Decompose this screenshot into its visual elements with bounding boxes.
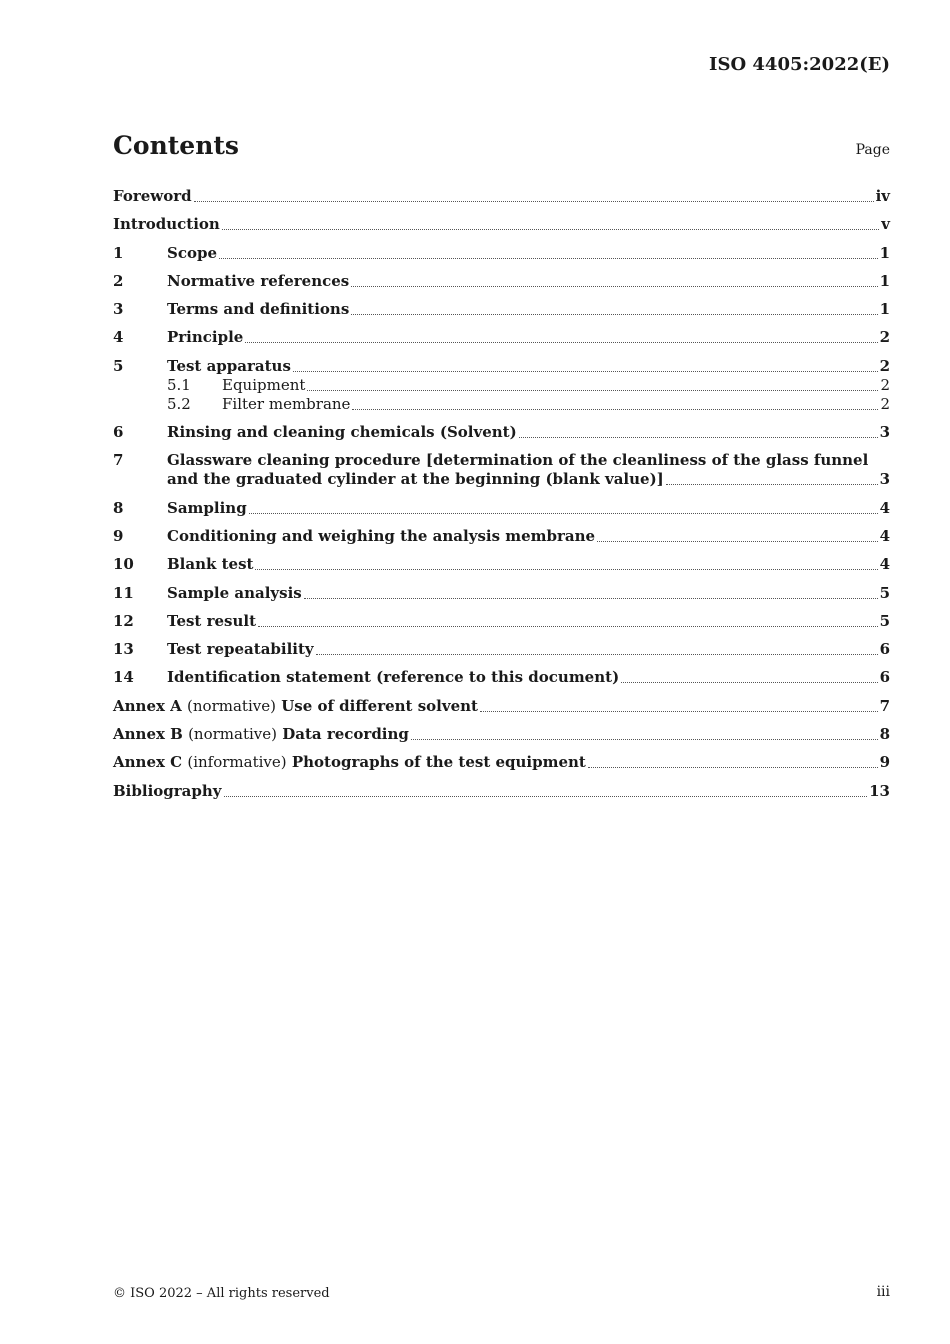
toc-entry-title: Identification statement (reference to this document) <box>167 668 620 687</box>
toc-entry-annex-b[interactable] <box>113 725 890 744</box>
dot-leader <box>258 626 878 627</box>
toc-page-number: 13 <box>869 781 890 800</box>
toc-entry-title: Scope <box>167 243 218 262</box>
clause-number: 14 <box>113 668 134 687</box>
toc-entry-title: Normative references <box>167 271 350 290</box>
page-number: iii <box>876 1284 890 1300</box>
annex-label: Annex B <box>113 725 183 744</box>
toc-entry-title: Sample analysis <box>167 583 302 602</box>
toc-entry-title: Equipment <box>222 375 306 394</box>
dot-leader <box>255 569 877 570</box>
annex-label: Annex A <box>113 696 182 715</box>
annex-type: (informative) <box>187 753 287 772</box>
toc-page-number: 4 <box>879 498 890 517</box>
toc-entry-title: Rinsing and cleaning chemicals (Solvent) <box>167 423 517 442</box>
toc-page-number: v <box>881 215 890 234</box>
annex-title: Data recording <box>282 725 409 744</box>
document-id: ISO 4405:2022(E) <box>709 54 890 75</box>
toc-entry-foreword[interactable] <box>113 187 890 206</box>
dot-leader <box>411 739 878 740</box>
clause-number: 9 <box>113 526 124 545</box>
dot-leader <box>293 371 878 372</box>
dot-leader <box>222 229 879 230</box>
dot-leader <box>621 682 877 683</box>
toc-page-number: 2 <box>880 375 890 394</box>
toc-page-number: 3 <box>879 423 890 442</box>
annex-title: Photographs of the test equipment <box>291 753 586 772</box>
toc-entry-clause-2[interactable] <box>113 272 890 291</box>
toc-page-number: 1 <box>879 243 890 262</box>
clause-number: 11 <box>113 583 134 602</box>
toc-entry-annex-c[interactable] <box>113 753 890 772</box>
clause-number: 12 <box>113 611 134 630</box>
dot-leader <box>597 541 877 542</box>
dot-leader <box>480 711 878 712</box>
toc-entry-title <box>113 753 586 772</box>
dot-leader <box>588 767 878 768</box>
toc-entry-title: Test result <box>167 611 257 630</box>
dot-leader <box>249 513 878 514</box>
toc-page-number: 1 <box>879 300 890 319</box>
toc-page-number: iv <box>875 187 890 205</box>
toc-entry-clause-13[interactable] <box>113 640 890 659</box>
clause-number: 3 <box>113 300 124 319</box>
annex-label: Annex C <box>113 753 183 772</box>
toc-page-number: 2 <box>879 328 890 347</box>
toc-page-number: 2 <box>879 356 890 375</box>
toc-entry-title: Bibliography <box>113 781 222 800</box>
annex-type: (normative) <box>187 696 276 715</box>
toc-page-number: 4 <box>879 555 890 574</box>
toc-entry-title: Principle <box>167 328 244 347</box>
toc-page-number: 9 <box>879 753 890 772</box>
clause-number: 4 <box>113 328 124 347</box>
toc-entry-clause-5-1[interactable] <box>113 376 890 395</box>
toc-page-number: 4 <box>879 526 890 545</box>
toc-entry-clause-10[interactable] <box>113 555 890 574</box>
toc-page-number: 5 <box>879 611 890 630</box>
toc-entry-title: Conditioning and weighing the analysis membrane <box>167 526 596 545</box>
toc-page-number: 6 <box>879 640 890 659</box>
page-column-label: Page <box>855 142 890 158</box>
dot-leader <box>307 390 878 391</box>
toc-entry-clause-14[interactable] <box>113 668 890 687</box>
toc-entry-clause-1[interactable] <box>113 244 890 263</box>
toc-page-number: 7 <box>879 696 890 715</box>
annex-title: Use of different solvent <box>281 696 478 715</box>
toc-entry-clause-12[interactable] <box>113 612 890 631</box>
toc-entry-clause-5[interactable] <box>113 357 890 376</box>
dot-leader <box>316 654 878 655</box>
toc-entry-clause-6[interactable] <box>113 423 890 442</box>
dot-leader <box>352 409 878 410</box>
toc-entry-clause-5-2[interactable] <box>113 395 890 414</box>
toc-entry-title <box>113 725 409 744</box>
subclause-number: 5.2 <box>167 394 191 413</box>
clause-number: 7 <box>113 451 124 470</box>
toc-page-number: 3 <box>879 470 890 489</box>
clause-number: 1 <box>113 243 124 262</box>
toc-entry-annex-a[interactable] <box>113 697 890 716</box>
subclause-number: 5.1 <box>167 375 191 394</box>
toc-entry-title: Filter membrane <box>222 394 351 413</box>
clause-number: 13 <box>113 640 134 659</box>
toc-entry-clause-3[interactable] <box>113 300 890 319</box>
toc-entry-clause-4[interactable] <box>113 328 890 347</box>
toc-entry-title: Test repeatability <box>167 640 314 659</box>
dot-leader <box>194 201 874 202</box>
table-of-contents <box>113 184 890 801</box>
toc-entry-title <box>113 697 478 716</box>
toc-entry-title-line-2: and the graduated cylinder at the beginning (blank value)] <box>167 470 664 489</box>
toc-entry-introduction[interactable] <box>113 215 890 234</box>
dot-leader <box>351 286 877 287</box>
dot-leader <box>224 796 868 797</box>
toc-page-number: 6 <box>879 668 890 687</box>
clause-number: 8 <box>113 498 124 517</box>
toc-entry-clause-8[interactable] <box>113 499 890 518</box>
toc-page-number: 8 <box>879 725 890 744</box>
toc-entry-clause-7[interactable] <box>113 451 890 489</box>
clause-number: 2 <box>113 271 124 290</box>
toc-entry-title: Foreword <box>113 187 192 205</box>
toc-entry-title: Terms and definitions <box>167 300 350 319</box>
toc-entry-title: Test apparatus <box>167 356 291 375</box>
clause-number: 5 <box>113 356 124 375</box>
toc-entry-clause-11[interactable] <box>113 584 890 603</box>
dot-leader <box>666 484 878 485</box>
dot-leader <box>245 342 877 343</box>
toc-entry-title-line-1: Glassware cleaning procedure [determination of the cleanliness of the glass funnel <box>167 451 869 470</box>
clause-number: 6 <box>113 423 124 442</box>
toc-page-number: 2 <box>880 394 890 413</box>
dot-leader <box>351 314 877 315</box>
toc-entry-clause-9[interactable] <box>113 527 890 546</box>
toc-entry-title: Introduction <box>113 215 220 234</box>
clause-number: 10 <box>113 555 134 574</box>
dot-leader <box>519 437 878 438</box>
toc-entry-bibliography[interactable] <box>113 782 890 801</box>
toc-page-number: 5 <box>879 583 890 602</box>
toc-entry-title: Blank test <box>167 555 254 574</box>
toc-page-number: 1 <box>879 271 890 290</box>
dot-leader <box>219 258 878 259</box>
dot-leader <box>304 598 878 599</box>
toc-entry-title: Sampling <box>167 498 247 517</box>
contents-heading: Contents <box>113 131 240 160</box>
copyright-notice: © ISO 2022 – All rights reserved <box>113 1286 330 1301</box>
annex-type: (normative) <box>188 725 277 744</box>
